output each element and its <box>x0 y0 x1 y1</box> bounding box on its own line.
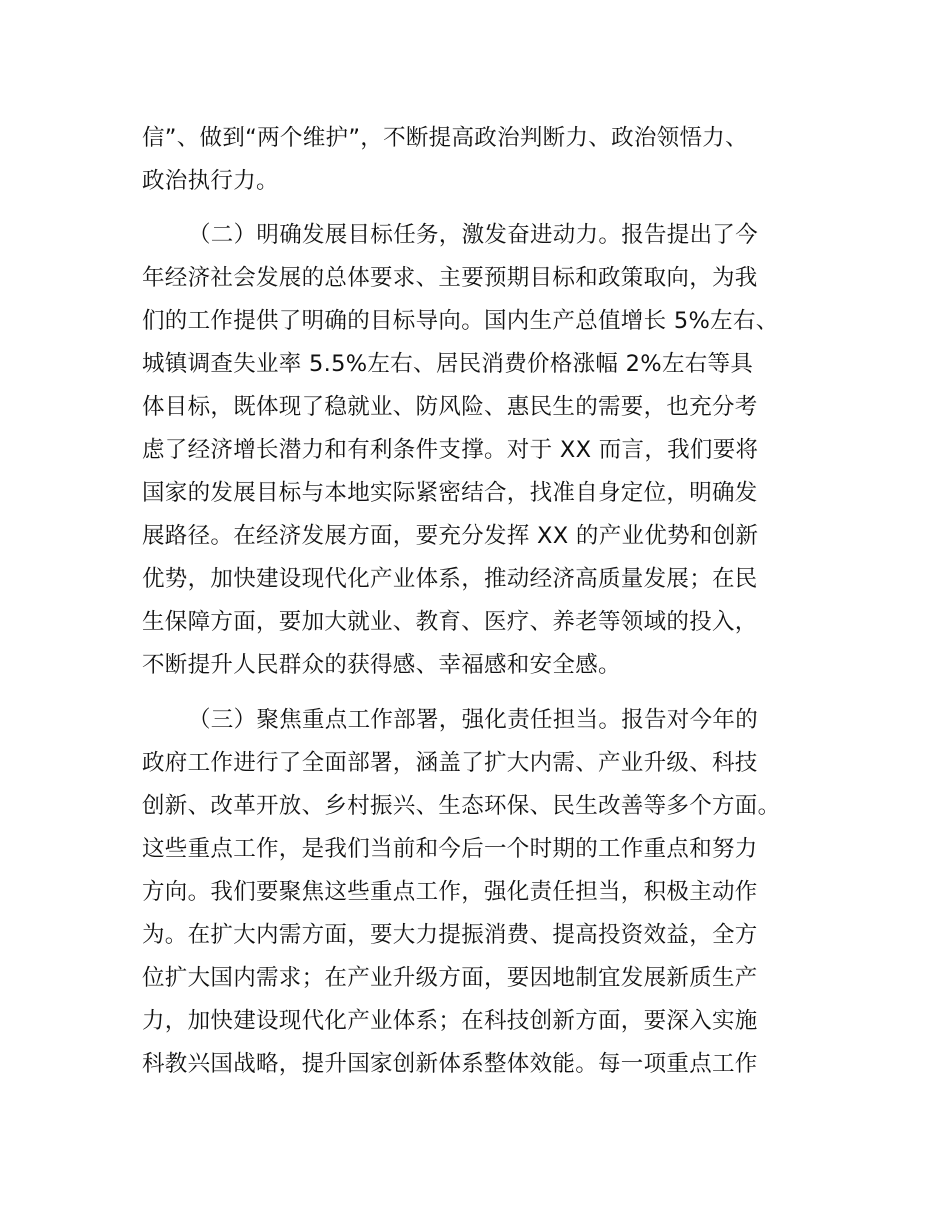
paragraph-1-line-1: 信”、做到“两个维护”，不断提高政治判断力、政治领悟力、 <box>142 125 748 151</box>
paragraph-3-line-4: 这些重点工作，是我们当前和今后一个时期的工作重点和努力 <box>142 836 758 862</box>
paragraph-3-line-8: 力，加快建设现代化产业体系；在科技创新方面，要深入实施 <box>142 1008 758 1034</box>
paragraph-2-line-2: 年经济社会发展的总体要求、主要预期目标和政策取向，为我 <box>142 265 758 291</box>
paragraph-3-line-1: （三）聚焦重点工作部署，强化责任担当。报告对今年的 <box>188 707 759 733</box>
paragraph-2-line-3: 们的工作提供了明确的目标导向。国内生产总值增长 5%左右、 <box>142 308 779 334</box>
paragraph-2-line-5: 体目标，既体现了稳就业、防风险、惠民生的需要，也充分考 <box>142 394 758 420</box>
paragraph-2-line-9: 优势，加快建设现代化产业体系，推动经济高质量发展；在民 <box>142 566 758 592</box>
paragraph-2-line-7: 国家的发展目标与本地实际紧密结合，找准自身定位，明确发 <box>142 480 758 506</box>
paragraph-3-line-3: 创新、改革开放、乡村振兴、生态环保、民生改善等多个方面。 <box>142 793 781 819</box>
paragraph-3-line-7: 位扩大国内需求；在产业升级方面，要因地制宜发展新质生产 <box>142 965 758 991</box>
paragraph-2-line-6: 虑了经济增长潜力和有利条件支撑。对于 XX 而言，我们要将 <box>142 437 759 463</box>
paragraph-2-line-10: 生保障方面，要加大就业、教育、医疗、养老等领域的投入， <box>142 609 758 635</box>
paragraph-3-line-6: 为。在扩大内需方面，要大力提振消费、提高投资效益，全方 <box>142 922 758 948</box>
paragraph-1-line-2: 政治执行力。 <box>142 168 279 194</box>
paragraph-3-line-9: 科教兴国战略，提升国家创新体系整体效能。每一项重点工作 <box>142 1051 758 1077</box>
paragraph-2-line-4: 城镇调查失业率 5.5%左右、居民消费价格涨幅 2%左右等具 <box>142 351 754 377</box>
paragraph-2-line-8: 展路径。在经济发展方面，要充分发挥 XX 的产业优势和创新 <box>142 523 759 549</box>
paragraph-2-line-1: （二）明确发展目标任务，激发奋进动力。报告提出了今 <box>188 222 759 248</box>
paragraph-2-line-11: 不断提升人民群众的获得感、幸福感和安全感。 <box>142 652 621 678</box>
paragraph-3-line-2: 政府工作进行了全面部署，涵盖了扩大内需、产业升级、科技 <box>142 750 758 776</box>
paragraph-3-line-5: 方向。我们要聚焦这些重点工作，强化责任担当，积极主动作 <box>142 879 758 905</box>
